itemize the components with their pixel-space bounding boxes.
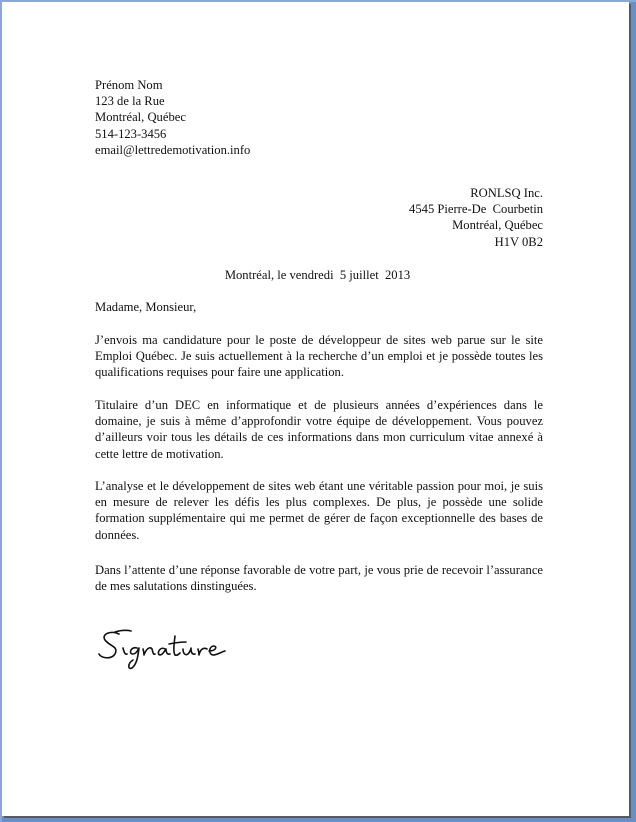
handwritten-signature-icon [97,622,242,672]
body-paragraph-4: Dans l’attente d’une réponse favorable de votre part, je vous prie de recevoir l’assurance de mes salutations dinstinguées. [95,563,543,594]
sender-phone: 514-123-3456 [95,126,167,141]
body-paragraph-1: J’envois ma candidature pour le poste de développeur de sites web parue sur le site Emploi Québec. Je suis actuellement à la recherche d’un emploi et je possède toutes les qualifications requises pour faire une application. [95,333,543,380]
document-page [2,2,629,816]
sender-name: Prénom Nom [95,78,163,92]
sender-street: 123 de la Rue [95,94,165,109]
sender-city: Montréal, Québec [95,110,186,125]
recipient-company: RONLSQ Inc. [470,186,543,200]
date-line: Montréal, le vendredi 5 juillet 2013 [224,268,411,282]
body-paragraph-3: L’analyse et le développement de sites web étant une véritable passion pour moi, je suis en mesure de relever les défis les plus complexes. De plus, je possède une solide formation supplémentaire qui me permet de gérer de façon exceptionnelle des bases de données. [95,479,543,542]
recipient-street: 4545 Pierre-De Courbetin [409,202,543,217]
sender-address-block [95,77,250,158]
salutation: Madame, Monsieur, [95,300,197,314]
recipient-address-block [409,185,543,250]
recipient-city: Montréal, Québec [452,218,543,233]
body-paragraph-2: Titulaire d’un DEC en informatique et de plusieurs années d’expériences dans le domaine, je suis à même d’approfondir votre équipe de développement. Vous pouvez d’ailleurs voir tous les détails de ces informations dans mon curriculum vitae annexé à cette lettre de motivation. [95,398,543,461]
sender-email: email@lettredemotivation.info [95,142,251,157]
recipient-postal-code: H1V 0B2 [494,234,543,249]
